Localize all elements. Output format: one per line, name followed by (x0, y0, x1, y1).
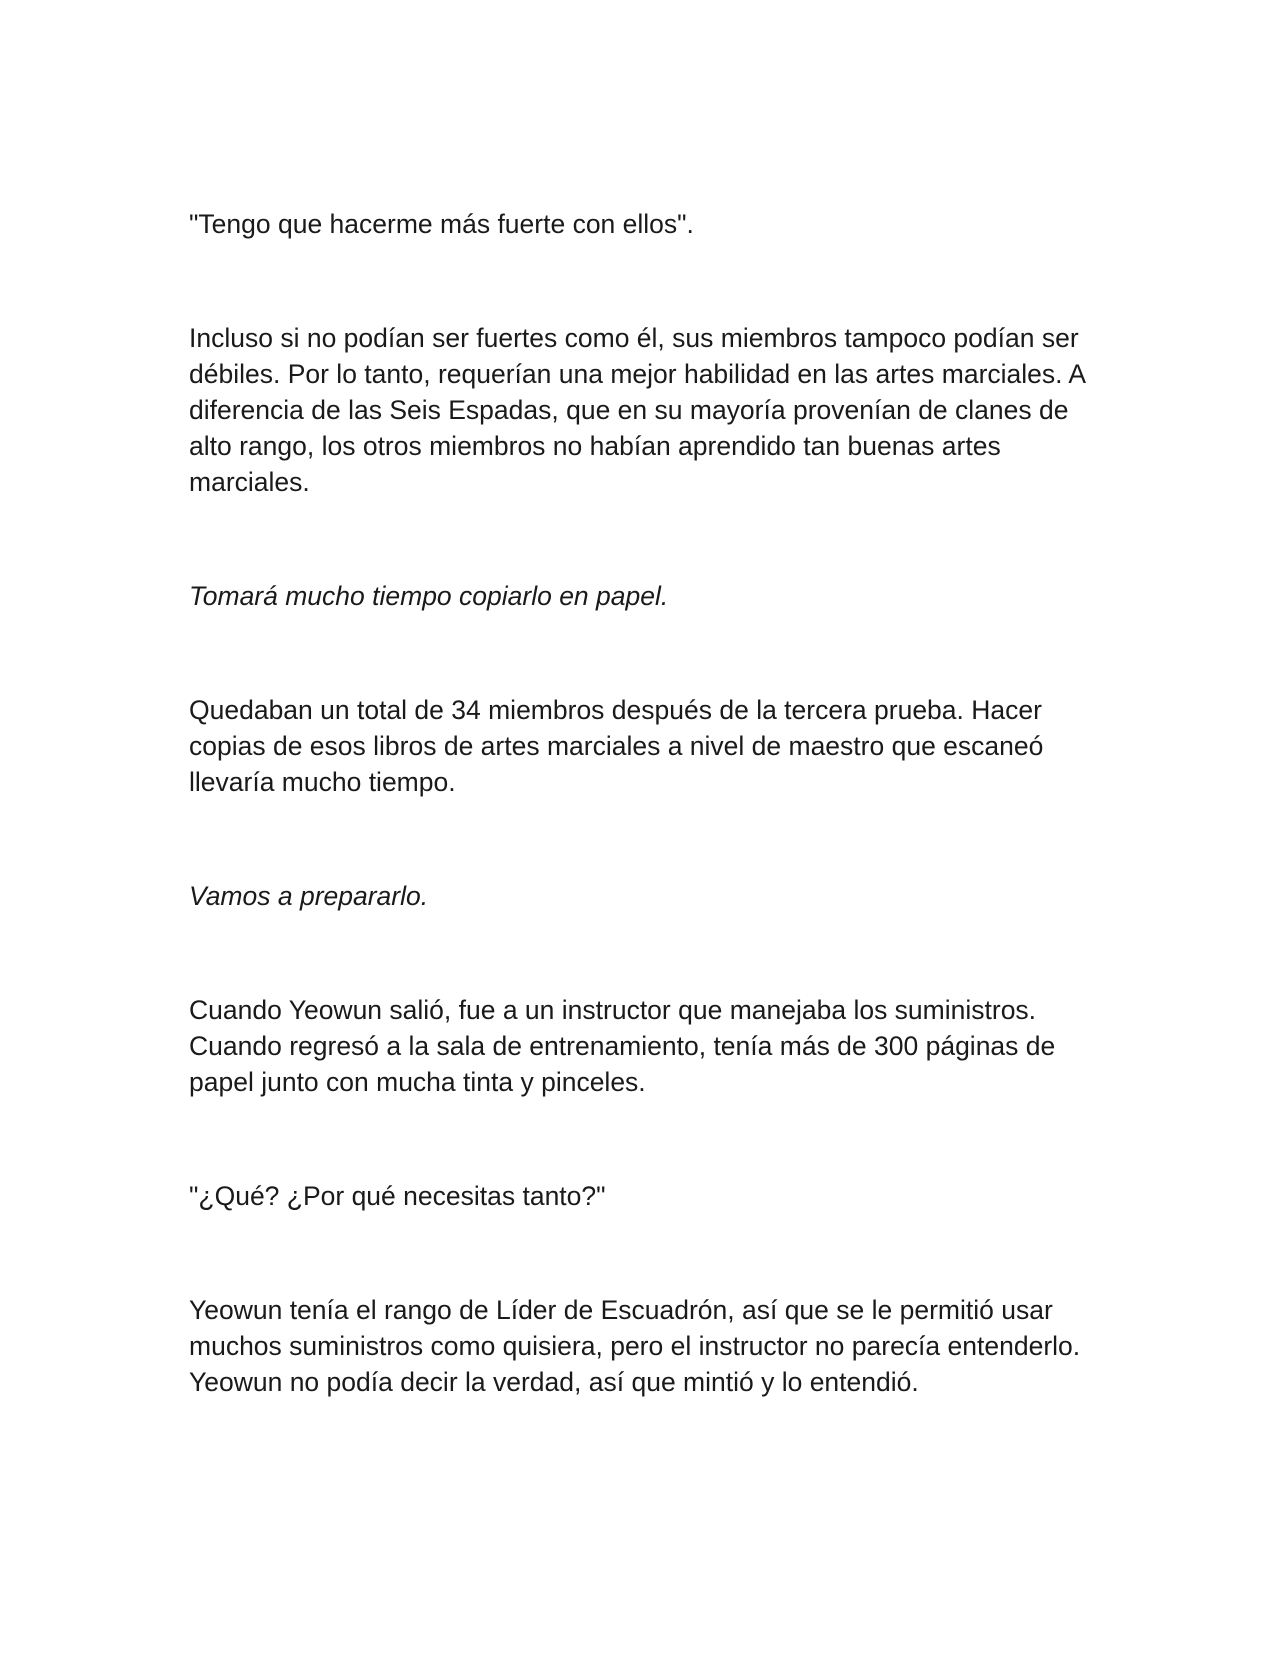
paragraph-4: Quedaban un total de 34 miembros después de la tercera prueba. Hacer copias de esos libros de artes marciales a nivel de maestro que escaneó llevaría mucho tiempo. (189, 695, 1044, 797)
paragraph-2: Incluso si no podían ser fuertes como él, sus miembros tampoco podían ser débiles. Por lo tanto, requerían una mejor habilidad en las artes marciales. A diferencia de las Seis Espadas, que en su mayoría provenían de clanes de alto rango, los otros miembros no habían aprendido tan buenas artes marciales. (189, 323, 1085, 497)
paragraph-8: Yeowun tenía el rango de Líder de Escuadrón, así que se le permitió usar muchos suministros como quisiera, pero el instructor no parecía entenderlo. Yeowun no podía decir la verdad, así que mintió y lo entendió. (189, 1295, 1081, 1397)
paragraph-1: "Tengo que hacerme más fuerte con ellos". (189, 209, 694, 239)
paragraph-7: "¿Qué? ¿Por qué necesitas tanto?" (189, 1181, 606, 1211)
document-body (189, 206, 1099, 1400)
paragraph-5-thought: Vamos a prepararlo. (189, 881, 429, 911)
paragraph-3-thought: Tomará mucho tiempo copiarlo en papel. (189, 581, 669, 611)
paragraph-6: Cuando Yeowun salió, fue a un instructor que manejaba los suministros. Cuando regresó a la sala de entrenamiento, tenía más de 300 páginas de papel junto con mucha tinta y pinceles. (189, 995, 1056, 1097)
